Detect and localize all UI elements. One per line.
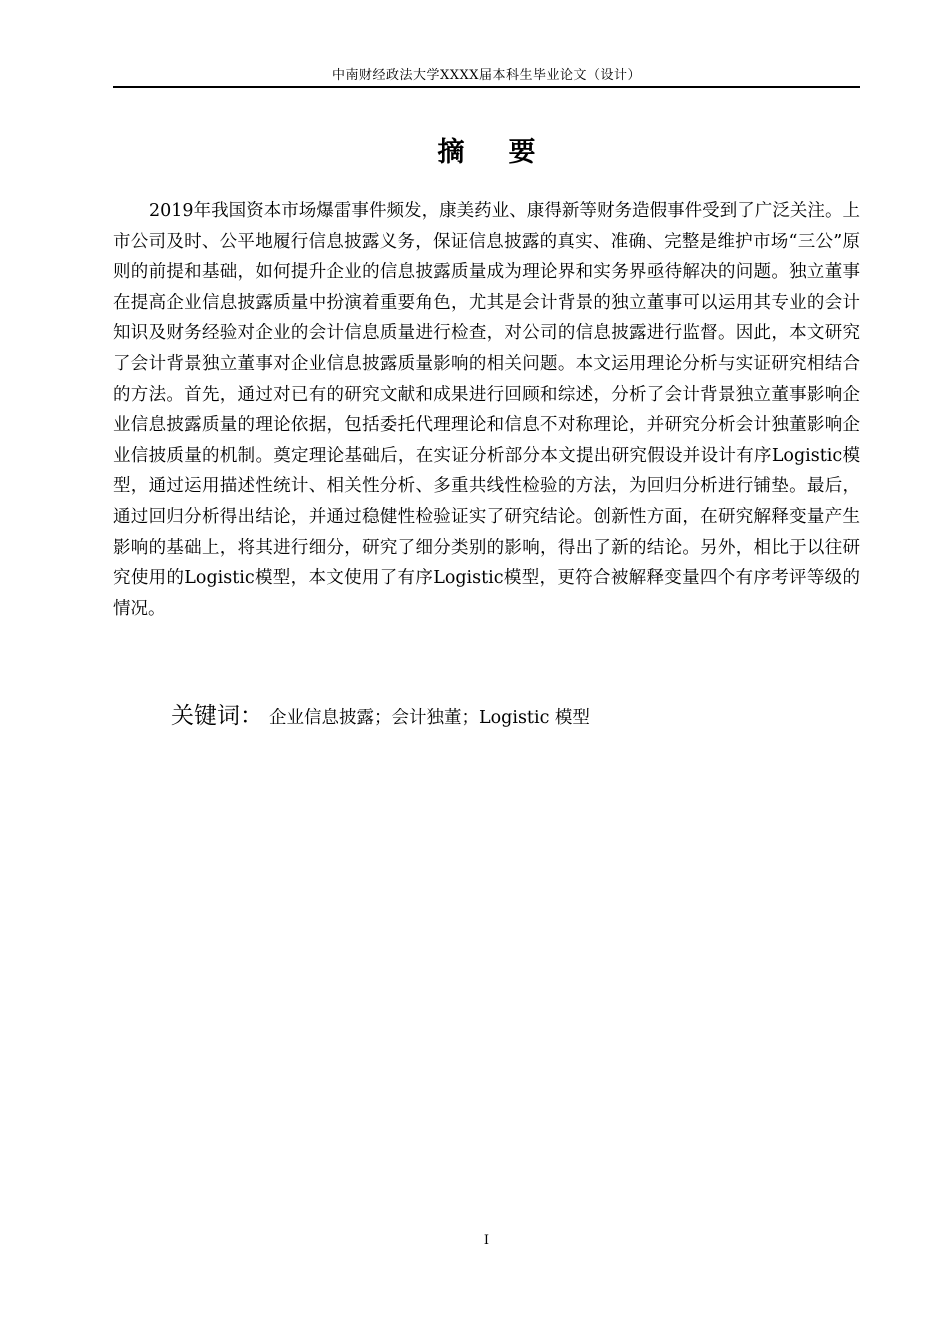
page-header <box>113 66 860 88</box>
keywords-value: 企业信息披露；会计独董；Logistic 模型 <box>269 708 590 728</box>
page-title <box>113 135 860 171</box>
title-char-2: 要 <box>508 137 536 168</box>
title-char-1: 摘 <box>437 137 465 168</box>
keywords-line <box>171 698 860 736</box>
header-text: 中南财经政法大学XXXX届本科生毕业论文（设计） <box>331 68 642 83</box>
keywords-label: 关键词： <box>171 703 263 729</box>
abstract-body: 2019年我国资本市场爆雷事件频发，康美药业、康得新等财务造假事件受到了广泛关注。上市公司及时、公平地履行信息披露义务，保证信息披露的真实、准确、完整是维护市场“三公”原则的前提和基础，如何提升企业的信息披露质量成为理论界和实务界亟待解决的问题。独立董事在提高企业信息披露质量中扮演着重要角色，尤其是会计背景的独立董事可以运用其专业的会计知识及财务经验对企业的会计信息质量进行检查，对公司的信息披露进行监督。因此，本文研究了会计背景独立董事对企业信息披露质量影响的相关问题。本文运用理论分析与实证研究相结合的方法。首先，通过对已有的研究文献和成果进行回顾和综述，分析了会计背景独立董事影响企业信息披露质量的理论依据，包括委托代理理论和信息不对称理论，并研究分析会计独董影响企业信披质量的机制。奠定理论基础后，在实证分析部分本文提出研究假设并设计有序Logistic模型，通过运用描述性统计、相关性分析、多重共线性检验的方法，为回归分析进行铺垫。最后，通过回归分析得出结论，并通过稳健性检验证实了研究结论。创新性方面，在研究解释变量产生影响的基础上，将其进行细分，研究了细分类别的影响，得出了新的结论。另外，相比于以往研究使用的Logistic模型，本文使用了有序Logistic模型，更符合被解释变量四个有序考评等级的情况。 <box>113 201 860 619</box>
page-number: I <box>483 1233 490 1248</box>
